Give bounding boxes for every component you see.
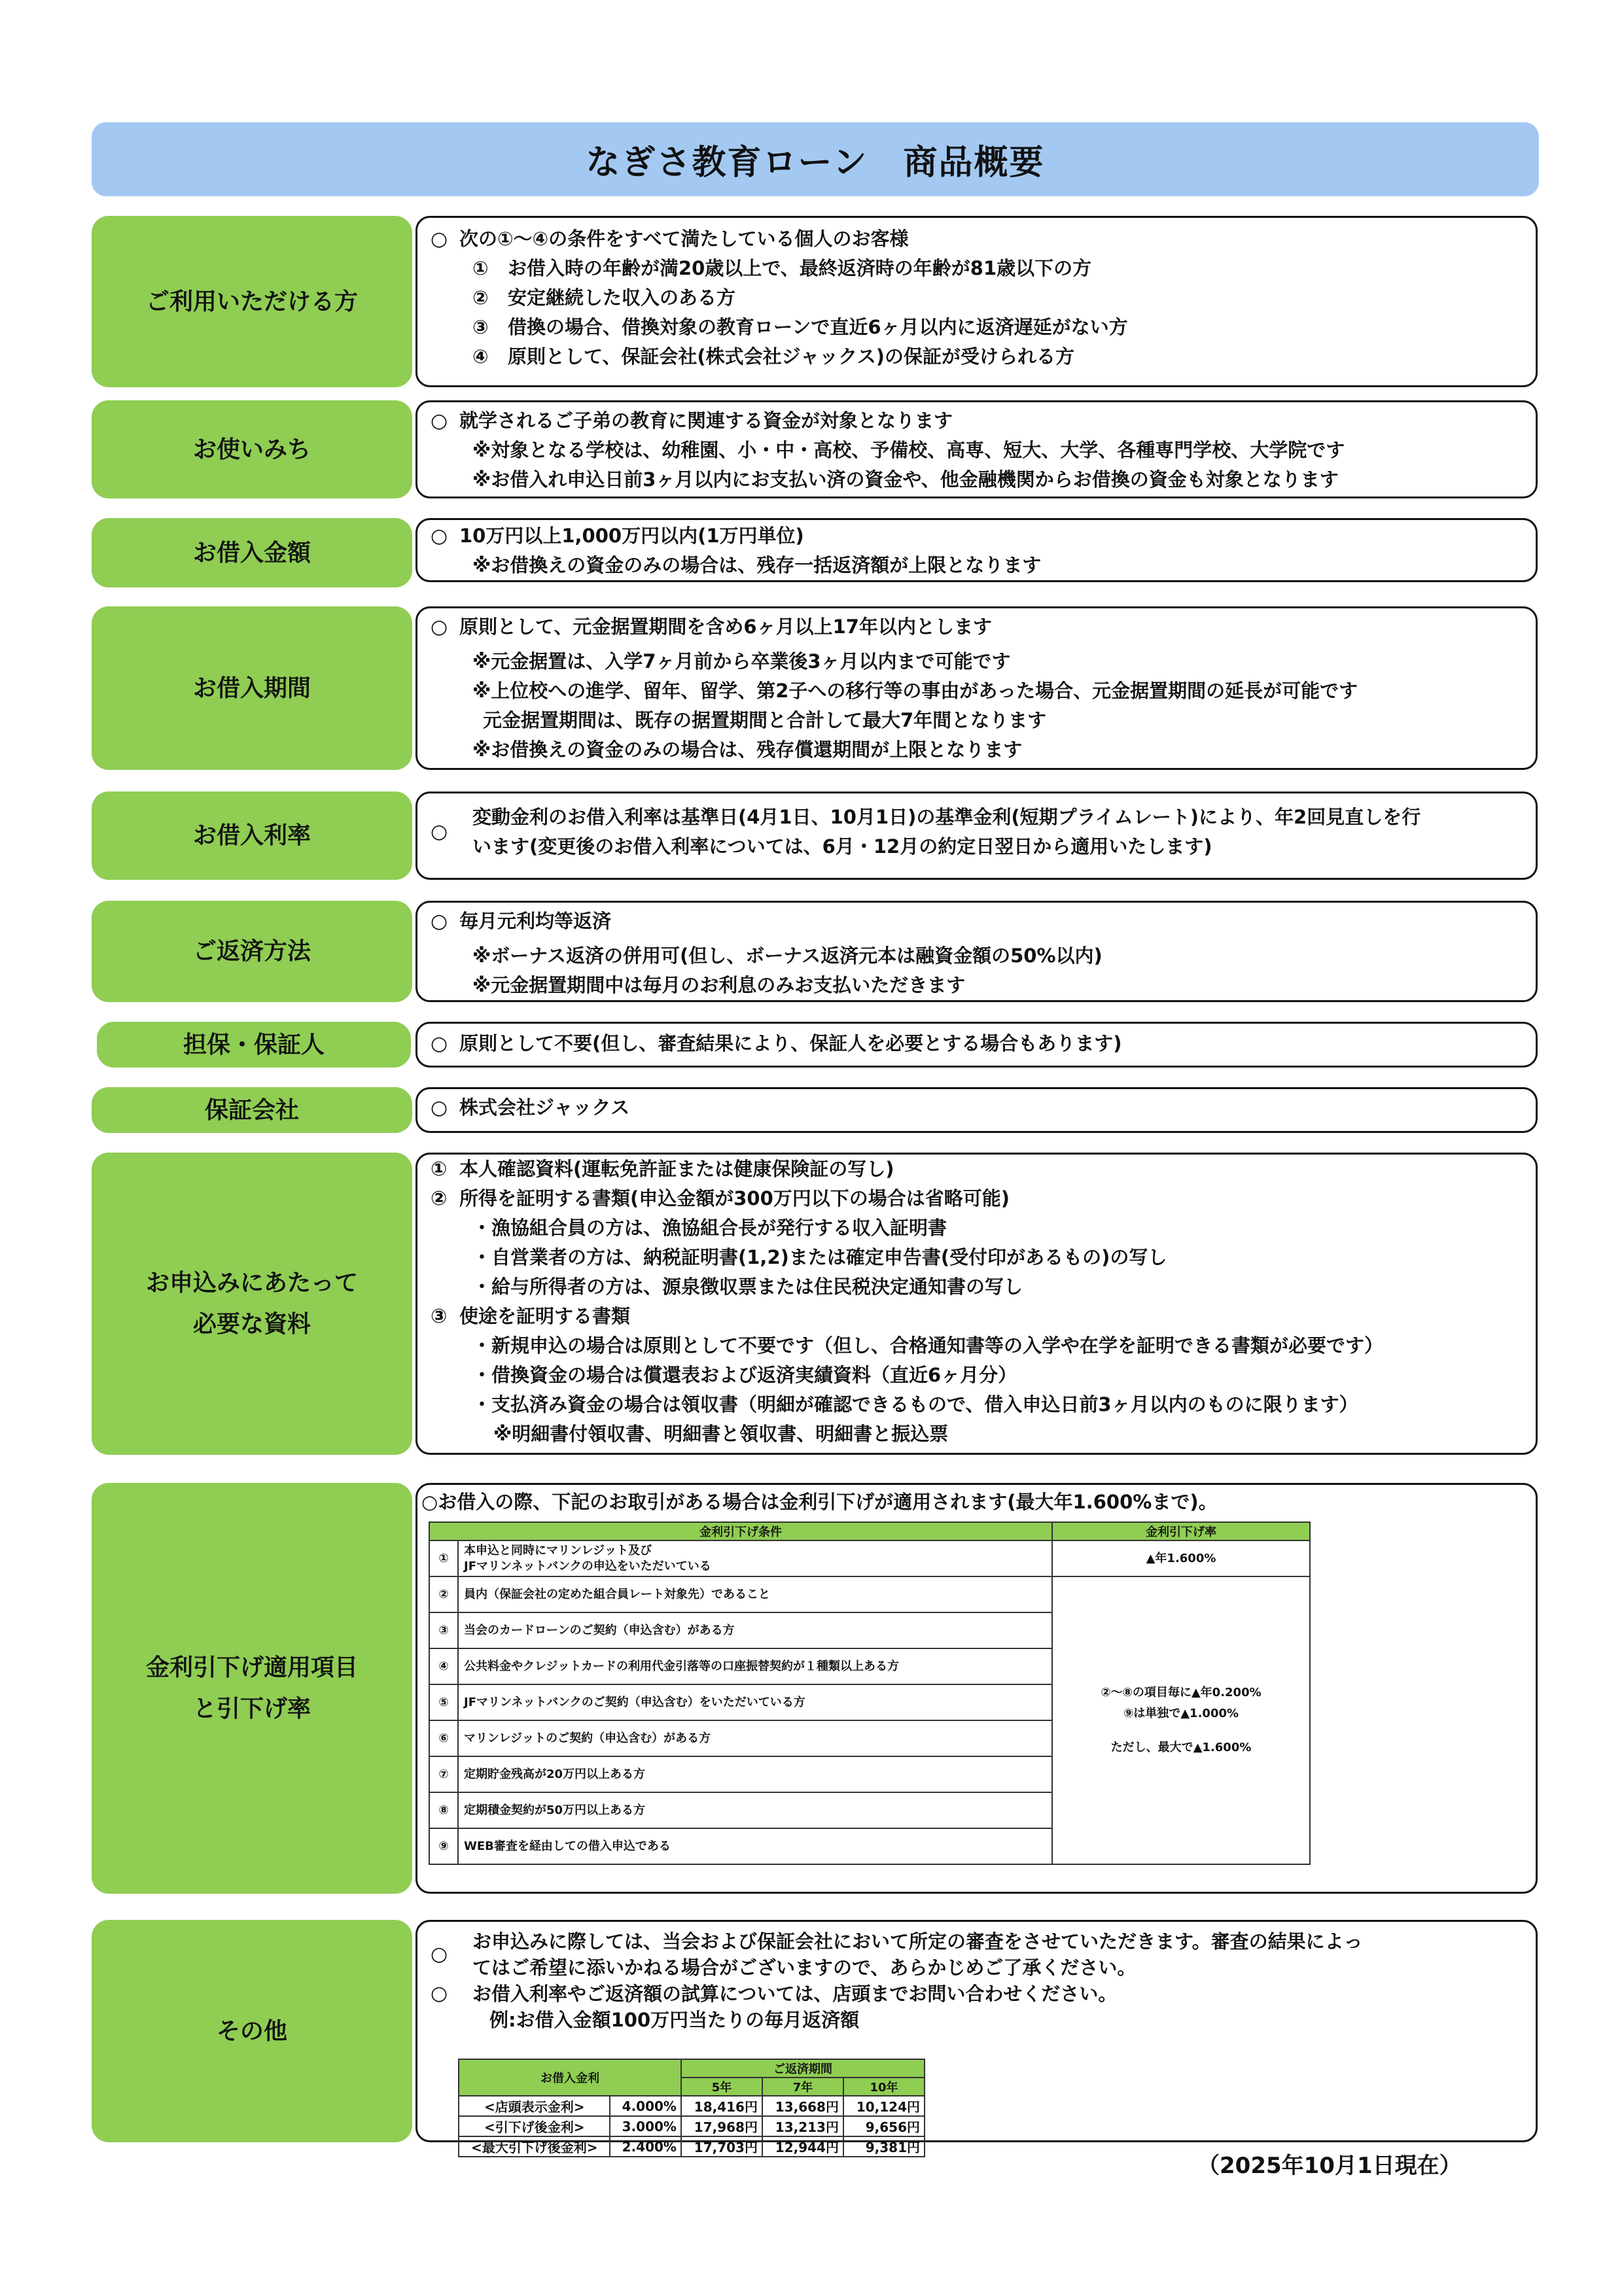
- guarantor-box: ○ 株式会社ジャックス: [415, 1087, 1538, 1133]
- period-box: ○ 原則として、元金据置期間を含め6ヶ月以上17年以内とします ※元金据置は、入学7ヶ月前から卒業後3ヶ月以内まで可能です ※上位校への進学、留年、留学、第2子への移行等の事由があった場合、元金据置期間の延長が可能です 元金据置期間は、既存の据置期間と合計して最大7年間となります ※お借換えの資金のみの場合は、残存償還期間が上限となります: [415, 606, 1538, 770]
- repayment-box: ○ 毎月元利均等返済 ※ボーナス返済の併用可(但し、ボーナス返済元本は融資金額の50%以内) ※元金据置期間中は毎月のお利息のみお支払いただきます: [415, 901, 1538, 1002]
- bullet-icon: ○: [431, 409, 448, 432]
- period-label: お借入期間: [92, 606, 412, 770]
- table-row: ⑥ マリンレジットのご契約（申込含む）がある方: [429, 1720, 1310, 1756]
- table-row: ④ 公共料金やクレジットカードの利用代金引落等の口座振替契約が１種類以上ある方: [429, 1648, 1310, 1684]
- eligibility-intro: 次の①～④の条件をすべて満たしている個人のお客様: [459, 228, 909, 250]
- table-header: お借入金利: [459, 2059, 681, 2096]
- table-header: 5年: [681, 2078, 762, 2096]
- documents-box: ① 本人確認資料(運転免許証または健康保険証の写し) ② 所得を証明する書類(申込金額が300万円以下の場合は省略可能) ・漁協組合員の方は、漁協組合長が発行する収入証明書 ・自営業者の方は、納税証明書(1,2)または確定申告書(受付印があるもの)の写し ・給与所得者の方は、源泉徴収票または住民税決定通知書の写し ③ 使途を証明する書類 ・新規申込の場合は原則として不要です（但し、合格通知書等の入学や在学を証明できる書類が必要です） ・借換資金の場合は償還表および返済実績資料（直近6ヶ月分） ・支払済み資金の場合は領収書（明細が確認できるもので、借入申込日前3ヶ月以内のものに限ります） ※明細書付領収書、明細書と領収書、明細書と振込票: [415, 1153, 1538, 1455]
- discount-rate-first: ▲年1.600%: [1052, 1540, 1310, 1576]
- other-label: その他: [92, 1920, 412, 2142]
- amount-label: お借入金額: [92, 518, 412, 587]
- discount-rate-rest: ②～⑧の項目毎に▲年0.200% ⑨は単独で▲1.000% ただし、最大で▲1.600%: [1052, 1576, 1310, 1864]
- table-row: <店頭表示金利> 4.000% 18,416円 13,668円 10,124円: [459, 2096, 925, 2116]
- table-header: 10年: [843, 2078, 925, 2096]
- eligibility-label: ご利用いただける方: [92, 216, 412, 387]
- rate-label: お借入利率: [92, 791, 412, 880]
- table-header: 金利引下げ率: [1052, 1522, 1310, 1540]
- table-row: ② 員内（保証会社の定めた組合員レート対象先）であること ②～⑧の項目毎に▲年0.200% ⑨は単独で▲1.000% ただし、最大で▲1.600%: [429, 1576, 1310, 1612]
- page-title: なぎさ教育ローン 商品概要: [92, 122, 1539, 196]
- bullet-icon: ○: [431, 910, 448, 933]
- bullet-icon: ○: [431, 1943, 448, 1966]
- table-header: 7年: [762, 2078, 843, 2096]
- bullet-icon: ○: [431, 228, 448, 251]
- table-row: ⑤ JFマリンネットバンクのご契約（申込含む）をいただいている方: [429, 1684, 1310, 1720]
- collateral-label: 担保・保証人: [97, 1022, 411, 1068]
- date-note: （2025年10月1日現在）: [1197, 2153, 1462, 2179]
- eligibility-box: [415, 216, 1538, 387]
- bullet-icon: ○: [431, 820, 448, 843]
- bullet-icon: ○: [431, 616, 448, 638]
- example-caption: 例:お借入金額100万円当たりの毎月返済額: [489, 2009, 860, 2031]
- discount-table: [429, 1522, 1311, 1865]
- usage-box: ○ 就学されるご子弟の教育に関連する資金が対象となります ※対象となる学校は、幼稚園、小・中・高校、予備校、高専、短大、大学、各種専門学校、大学院です ※お借入れ申込日前3ヶ月以内にお支払い済の資金や、他金融機関からお借換の資金も対象となります: [415, 400, 1538, 498]
- documents-label: お申込みにあたって 必要な資料: [92, 1153, 412, 1455]
- table-row: ⑨ WEB審査を経由しての借入申込である: [429, 1828, 1310, 1864]
- discount-label: 金利引下げ適用項目 と引下げ率: [92, 1483, 412, 1894]
- amount-box: ○ 10万円以上1,000万円以内(1万円単位) ※お借換えの資金のみの場合は、残存一括返済額が上限となります: [415, 518, 1538, 582]
- bullet-icon: ○: [431, 525, 448, 548]
- table-row: ⑦ 定期貯金残高が20万円以上ある方: [429, 1756, 1310, 1792]
- list-item: ① お借入時の年齢が満20歳以上で、最終返済時の年齢が81歳以下の方: [472, 257, 1092, 279]
- table-header: ご返済期間: [681, 2059, 925, 2078]
- usage-label: お使いみち: [92, 400, 412, 498]
- other-box: ○ お申込みに際しては、当会および保証会社において所定の審査をさせていただきます。審査の結果によっ てはご希望に添いかねる場合がございますので、あらかじめご了承ください。 ○ お借入利率やご返済額の試算については、店頭までお問い合わせください。 例:お借入金額100万円当たりの毎月返済額: [415, 1920, 1538, 2142]
- bullet-icon: ○: [431, 1982, 448, 2005]
- table-row: ③ 当会のカードローンのご契約（申込含む）がある方: [429, 1612, 1310, 1648]
- discount-intro: ○お借入の際、下記のお取引がある場合は金利引下げが適用されます(最大年1.600%まで)。: [421, 1491, 1218, 1513]
- list-item: ② 安定継続した収入のある方: [472, 287, 736, 309]
- bullet-icon: ○: [431, 1096, 448, 1119]
- table-row: ① 本申込と同時にマリンレジット及び JFマリンネットバンクの申込をいただいている ▲年1.600%: [429, 1540, 1310, 1576]
- collateral-box: ○ 原則として不要(但し、審査結果により、保証人を必要とする場合もあります): [415, 1022, 1538, 1068]
- guarantor-label: 保証会社: [92, 1087, 412, 1133]
- table-row: <最大引下げ後金利> 2.400% 17,703円 12,944円 9,381円: [459, 2136, 925, 2157]
- bullet-icon: ○: [431, 1032, 448, 1055]
- repayment-label: ご返済方法: [92, 901, 412, 1002]
- rate-box: ○ 変動金利のお借入利率は基準日(4月1日、10月1日)の基準金利(短期プライムレート)により、年2回見直しを行 います(変更後のお借入利率については、6月・12月の約定日翌日から適用いたします): [415, 791, 1538, 880]
- table-row: ⑧ 定期積金契約が50万円以上ある方: [429, 1792, 1310, 1828]
- table-row: <引下げ後金利> 3.000% 17,968円 13,213円 9,656円: [459, 2116, 925, 2136]
- repayment-table: [458, 2059, 925, 2157]
- list-item: ④ 原則として、保証会社(株式会社ジャックス)の保証が受けられる方: [472, 345, 1075, 368]
- table-header: 金利引下げ条件: [429, 1522, 1052, 1540]
- list-item: ③ 借換の場合、借換対象の教育ローンで直近6ヶ月以内に返済遅延がない方: [472, 316, 1128, 338]
